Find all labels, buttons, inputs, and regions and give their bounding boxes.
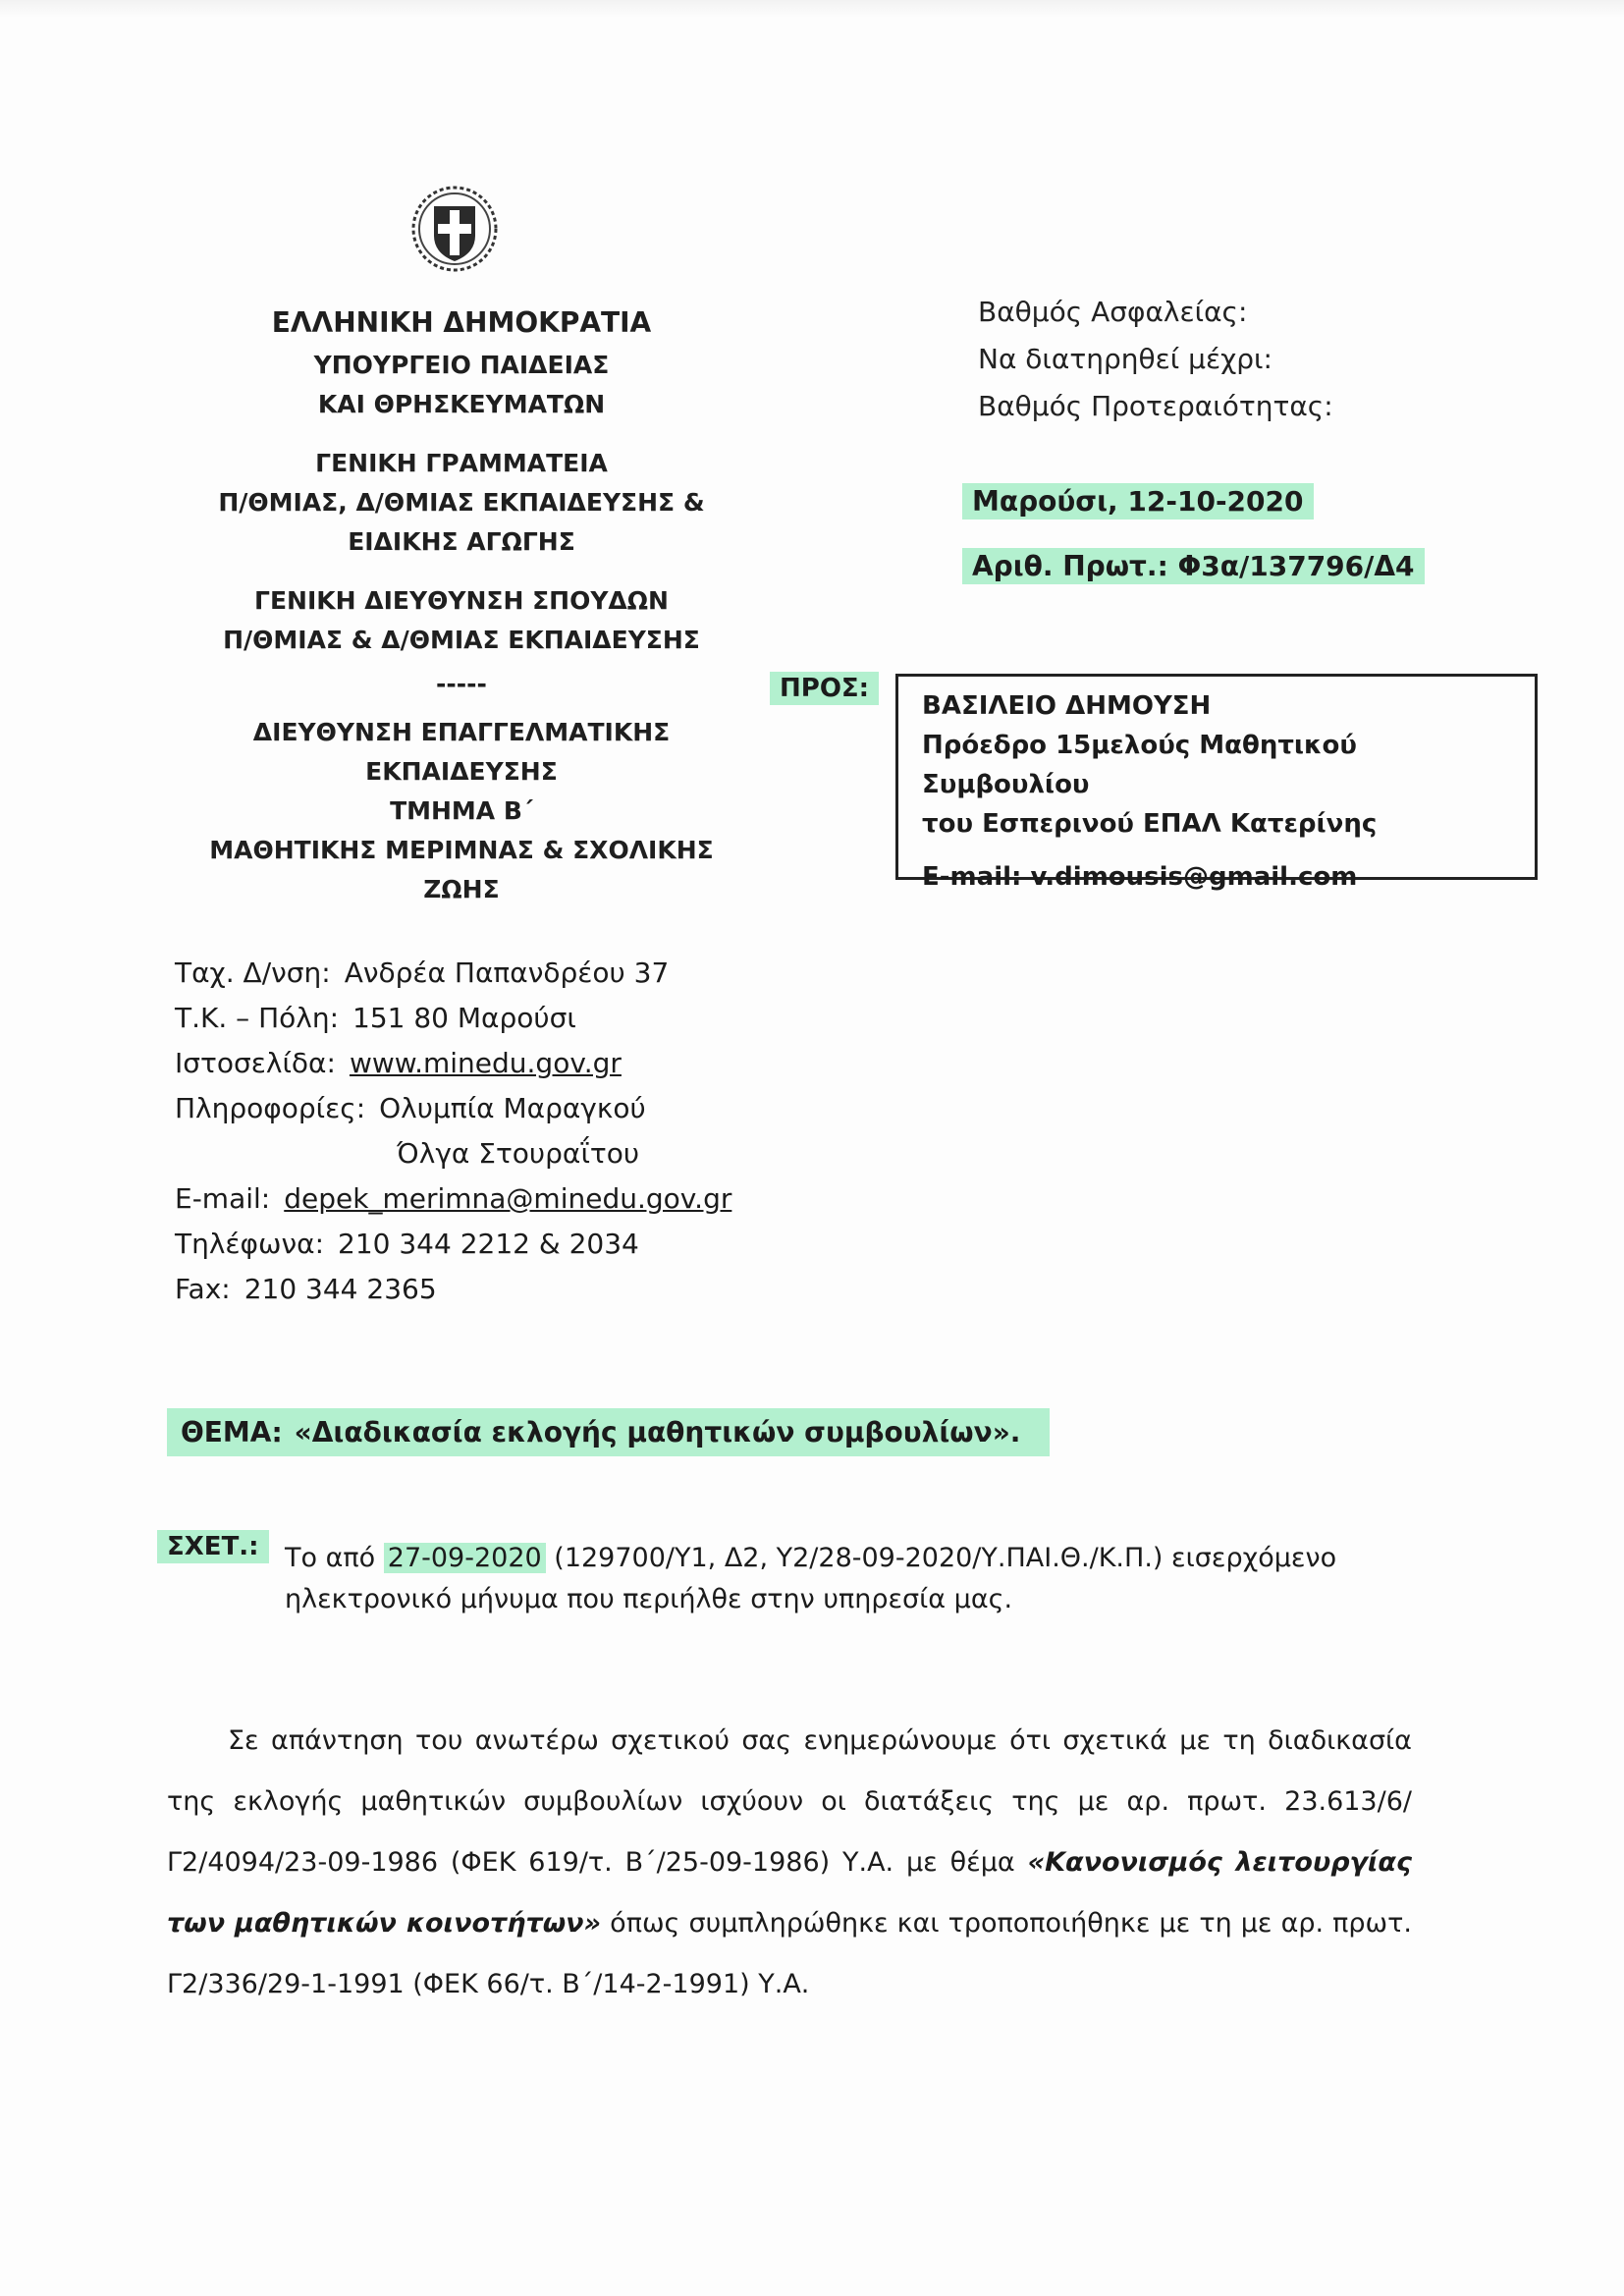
reference-text — [285, 1538, 1414, 1620]
security-level-label: Βαθμός Ασφαλείας: — [978, 296, 1248, 328]
reference-label-text: ΣΧΕΤ.: — [157, 1530, 269, 1563]
recipient-school: του Εσπερινού ΕΠΑΛ Κατερίνης — [922, 809, 1378, 839]
directorate-general-line-2: Π/ΘΜΙΑΣ & Δ/ΘΜΙΑΣ ΕΚΠΑΙΔΕΥΣΗΣ — [223, 626, 700, 654]
fax-row — [175, 1267, 731, 1312]
recipient-label — [770, 674, 879, 703]
classification-meta — [978, 289, 1333, 430]
website-row — [175, 1041, 731, 1086]
email-row — [175, 1176, 731, 1222]
header-separator: ----- — [436, 670, 487, 698]
directorate-general-line-1: ΓΕΝΙΚΗ ΔΙΕΥΘΥΝΣΗ ΣΠΟΥΔΩΝ — [254, 586, 669, 615]
ministry-name-line-1: ΥΠΟΥΡΓΕΙΟ ΠΑΙΔΕΙΑΣ — [313, 351, 610, 379]
secretariat-line-1: ΓΕΝΙΚΗ ΓΡΑΜΜΑΤΕΙΑ — [315, 449, 608, 477]
phones-label: Τηλέφωνα: — [175, 1228, 325, 1260]
protocol-number-text: Αριθ. Πρωτ.: Φ3α/137796/Δ4 — [962, 548, 1425, 584]
info-row-2 — [175, 1131, 731, 1176]
email-link[interactable]: depek_merimna@minedu.gov.gr — [284, 1182, 732, 1215]
subject-line — [167, 1416, 1050, 1449]
subject-label: ΘΕΜΑ: — [181, 1416, 283, 1449]
recipient-label-text: ΠΡΟΣ: — [770, 672, 879, 705]
country-name: ΕΛΛΗΝΙΚΗ ΔΗΜΟΚΡΑΤΙΑ — [271, 306, 652, 339]
directorate-line-1: ΔΙΕΥΘΥΝΣΗ ΕΠΑΓΓΕΛΜΑΤΙΚΗΣ — [252, 718, 671, 746]
website-label: Ιστοσελίδα: — [175, 1047, 336, 1079]
postcode-value: 151 80 Μαρούσι — [352, 1002, 576, 1034]
priority-level-label: Βαθμός Προτεραιότητας: — [978, 390, 1333, 422]
protocol-number — [962, 550, 1425, 582]
issuer-header — [147, 301, 776, 909]
email-label: E-mail: — [175, 1182, 271, 1215]
department-line-2: ΖΩΗΣ — [423, 875, 500, 903]
info-row — [175, 1086, 731, 1131]
scan-edge — [0, 0, 1624, 18]
info-person-1: Ολυμπία Μαραγκού — [379, 1092, 646, 1124]
phones-value: 210 344 2212 & 2034 — [338, 1228, 639, 1260]
keep-until-label: Να διατηρηθεί μέχρι: — [978, 343, 1272, 375]
greek-coat-of-arms-icon — [410, 185, 499, 273]
body-paragraph — [167, 1711, 1412, 2015]
place-date — [962, 485, 1314, 518]
subject-highlight — [167, 1408, 1050, 1456]
address-value: Ανδρέα Παπανδρέου 37 — [344, 957, 670, 989]
address-label: Ταχ. Δ/νση: — [175, 957, 331, 989]
recipient-role: Πρόεδρο 15μελούς Μαθητικού Συμβουλίου — [922, 731, 1357, 799]
reference-date: 27-09-2020 — [384, 1543, 546, 1573]
department-line-1: ΜΑΘΗΤΙΚΗΣ ΜΕΡΙΜΝΑΣ & ΣΧΟΛΙΚΗΣ — [209, 836, 714, 864]
reference-label — [157, 1532, 269, 1561]
recipient-name: ΒΑΣΙΛΕΙΟ ΔΗΜΟΥΣΗ — [922, 691, 1212, 721]
recipient-email: E-mail: v.dimousis@gmail.com — [922, 862, 1358, 892]
fax-value: 210 344 2365 — [244, 1273, 437, 1305]
contact-info — [175, 951, 731, 1312]
recipient-box — [895, 674, 1538, 892]
info-label: Πληροφορίες: — [175, 1092, 366, 1124]
body-part-2: όπως συμπληρώθηκε και τροποποιήθηκε με τη με αρ. πρωτ. Γ2/336/29-1-1991 (ΦΕΚ 66/τ. Β΄/14-2-1991) Υ.Α. — [167, 1908, 1412, 1999]
secretariat-line-3: ΕΙΔΙΚΗΣ ΑΓΩΓΗΣ — [348, 527, 575, 556]
secretariat-line-2: Π/ΘΜΙΑΣ, Δ/ΘΜΙΑΣ ΕΚΠΑΙΔΕΥΣΗΣ & — [218, 488, 705, 517]
body-emphasis: «Κανονισμός λειτουργίας των μαθητικών κοινοτήτων» — [167, 1847, 1412, 1939]
postcode-label: Τ.Κ. – Πόλη: — [175, 1002, 340, 1034]
subject-text: «Διαδικασία εκλογής μαθητικών συμβουλίων». — [294, 1416, 1021, 1449]
website-link[interactable]: www.minedu.gov.gr — [349, 1047, 622, 1079]
phones-row — [175, 1222, 731, 1267]
fax-label: Fax: — [175, 1273, 231, 1305]
directorate-line-2: ΕΚΠΑΙΔΕΥΣΗΣ — [365, 757, 558, 786]
body-part-1: Σε απάντηση του ανωτέρω σχετικού σας ενημερώνουμε ότι σχετικά με τη διαδικασία της εκλογής μαθητικών συμβουλίων ισχύουν οι διατάξεις της με αρ. πρωτ. 23.613/6/Γ2/4094/23-09-1986 (ΦΕΚ 619/τ. Β΄/25-09-1986) Υ.Α. με θέμα — [167, 1725, 1412, 1878]
address-row — [175, 951, 731, 996]
info-person-2: Όλγα Στουραΐτου — [397, 1137, 640, 1170]
ministry-name-line-2: ΚΑΙ ΘΡΗΣΚΕΥΜΑΤΩΝ — [317, 390, 606, 418]
postcode-row — [175, 996, 731, 1041]
place-date-text: Μαρούσι, 12-10-2020 — [962, 483, 1314, 519]
reference-rest: (129700/Υ1, Δ2, Υ2/28-09-2020/Υ.ΠΑΙ.Θ./Κ.Π.) εισερχόμενο ηλεκτρονικό μήνυμα που περιήλθε στην υπηρεσία μας. — [285, 1543, 1337, 1614]
department-name: ΤΜΗΜΑ Β΄ — [390, 796, 533, 825]
reference-prefix: Το από — [285, 1543, 376, 1573]
